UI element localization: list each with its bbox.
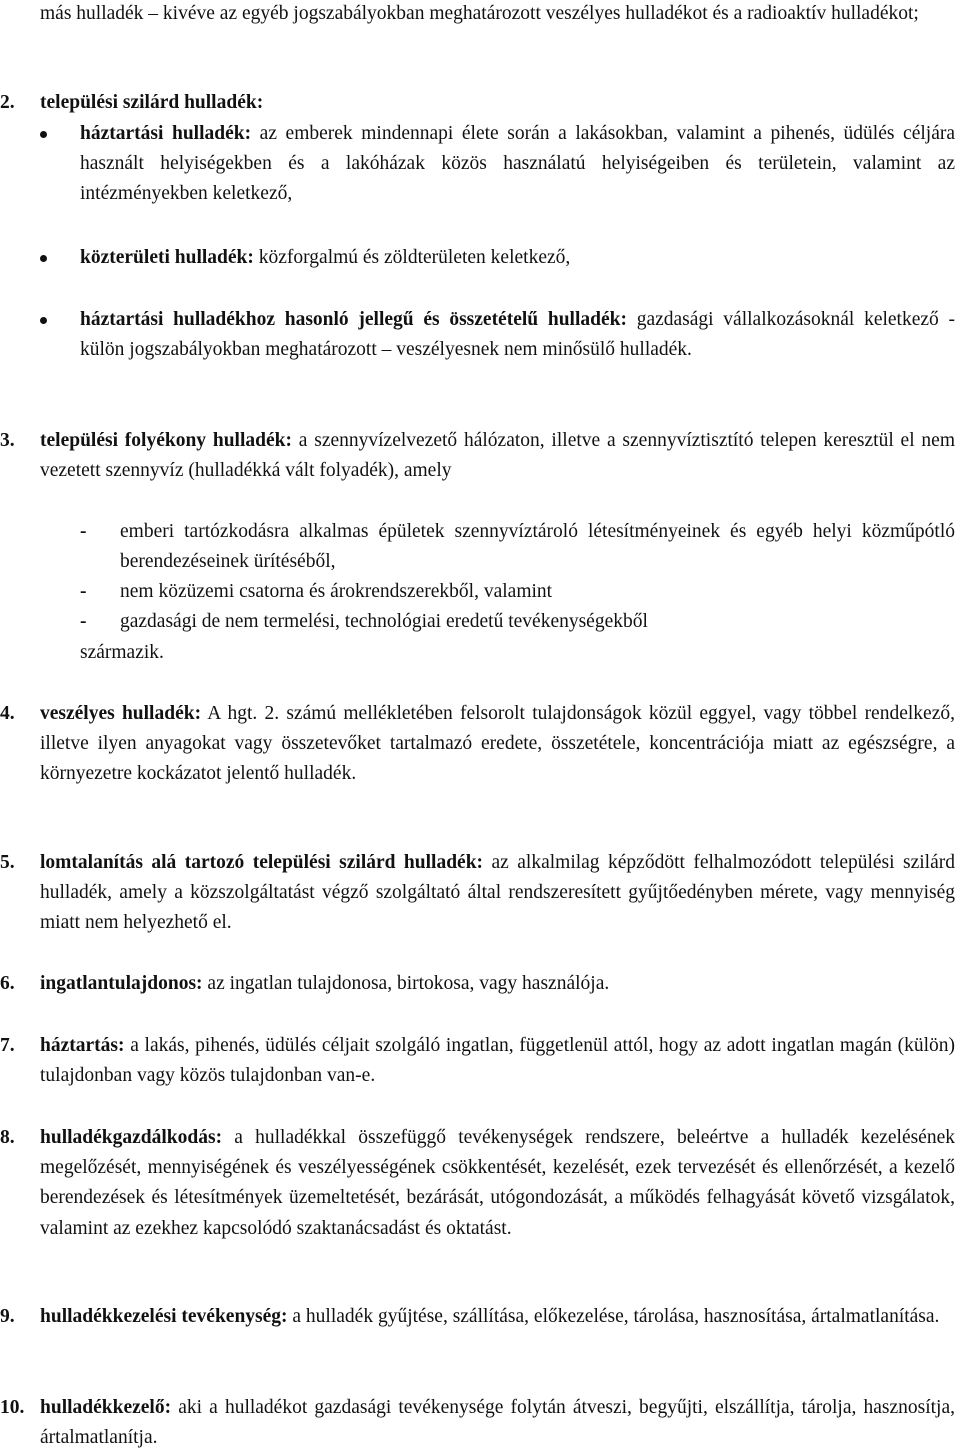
item-text: az alkalmilag képződött felhalmozódott települési szilárd hulladék, amely a közszolgáltatást végző szolgáltató által rendszeresített gyűjtőedényben mérete, vagy mennyiség miatt nem helyezhető el. <box>40 852 955 934</box>
definition-item-5 <box>0 848 955 939</box>
definition-item-10 <box>0 1393 955 1453</box>
item-text: a lakás, pihenés, üdülés céljait szolgáló ingatlan, függetlenül attól, hogy az adott ingatlan magán (külön) tulajdonban vagy közös tulajdonban van-e. <box>40 1035 955 1087</box>
item-term: lomtalanítás alá tartozó települési szilárd hulladék: <box>40 852 484 873</box>
item-tail <box>80 638 955 668</box>
item-text: az ingatlan tulajdonosa, birtokosa, vagy használója. <box>207 973 610 994</box>
definition-item-4 <box>0 699 955 790</box>
dash-mark: - <box>80 521 87 542</box>
dash-text: nem közüzemi csatorna és árokrendszerekből, valamint <box>120 581 553 602</box>
definition-item-7 <box>0 1031 955 1091</box>
item-text: a szennyvízelvezető hálózaton, illetve a szennyvíztisztító telepen keresztül el nem vezetett szennyvíz (hulladékká vált folyadék), amely <box>40 430 956 482</box>
definition-item-3 <box>0 426 955 486</box>
dash-text: gazdasági de nem termelési, technológiai eredetű tevékenységekből <box>120 611 648 632</box>
dash-item <box>0 517 955 577</box>
item-term: háztartás: <box>40 1035 125 1056</box>
dash-item <box>0 607 955 637</box>
bullet-icon <box>40 131 47 138</box>
bullet-item <box>0 243 955 273</box>
dash-item <box>0 577 955 607</box>
item-term: hulladékkezelési tevékenység: <box>40 1306 288 1327</box>
bullet-text: közforgalmú és zöldterületen keletkező, <box>258 247 571 268</box>
item-term: települési szilárd hulladék: <box>40 92 264 113</box>
item-number: 3. <box>0 430 15 451</box>
item-number: 2. <box>0 92 15 113</box>
item-text: a hulladékkal összefüggő tevékenységek rendszere, beleértve a hulladék kezelésének megelőzését, mennyiségének és veszélyességének csökkentését, kezelését, ezek tervezését és ellenőrzését, a kezelő berendezések és létesítmények üzemeltetését, bezárását, utógondozását, a működés felhagyását követő vizsgálatok, valamint az ezekhez kapcsolódó szaktanácsadást és oktatást. <box>40 1127 955 1239</box>
definition-item-8 <box>0 1123 955 1244</box>
item-term: veszélyes hulladék: <box>40 703 202 724</box>
item-term: hulladékkezelő: <box>40 1397 172 1418</box>
definition-item-6 <box>0 969 955 999</box>
item-number: 10. <box>0 1397 25 1418</box>
item-term: települési folyékony hulladék: <box>40 430 292 451</box>
bullet-text: az emberek mindennapi élete során a lakásokban, valamint a pihenés, üdülés céljára használt helyiségekben és a lakóházak közös használatú helyiségeiben és területein, valamint az intézményekben keletkező, <box>80 123 955 205</box>
definition-item-9 <box>0 1302 955 1332</box>
definition-item-2 <box>0 88 955 118</box>
item-text: A hgt. 2. számú mellékletében felsorolt tulajdonságok közül eggyel, vagy többel rendelkező, illetve ilyen anyagokat vagy összetevőket tartalmazó eredete, összetétele, koncentrációja miatt az egészségre, a környezetre kockázatot jelentő hulladék. <box>40 703 955 785</box>
intro-text: más hulladék – kivéve az egyéb jogszabályokban meghatározott veszélyes hulladékot és a radioaktív hulladékot; <box>40 3 919 24</box>
item-number: 6. <box>0 973 15 994</box>
bullet-icon <box>40 317 47 324</box>
item-text: a hulladék gyűjtése, szállítása, előkezelése, tárolása, hasznosítása, ártalmatlanítása. <box>292 1306 940 1327</box>
bullet-item <box>0 119 955 210</box>
dash-mark: - <box>80 611 87 632</box>
item-text: aki a hulladékot gazdasági tevékenysége folytán átveszi, begyűjti, elszállítja, tárolja, hasznosítja, ártalmatlanítja. <box>40 1397 955 1449</box>
intro-paragraph <box>40 0 955 29</box>
bullet-term: közterületi hulladék: <box>80 247 254 268</box>
item-term: hulladékgazdálkodás: <box>40 1127 223 1148</box>
item-term: ingatlantulajdonos: <box>40 973 203 994</box>
bullet-item <box>0 305 955 365</box>
item-number: 8. <box>0 1127 15 1148</box>
bullet-term: háztartási hulladék: <box>80 123 252 144</box>
bullet-term: háztartási hulladékhoz hasonló jellegű és összetételű hulladék: <box>80 309 627 330</box>
bullet-text: gazdasági vállalkozásoknál keletkező - külön jogszabályokban meghatározott – veszélyesnek nem minősülő hulladék. <box>80 309 955 361</box>
item-number: 9. <box>0 1306 15 1327</box>
bullet-icon <box>40 255 47 262</box>
item-number: 4. <box>0 703 15 724</box>
item-tail-text: származik. <box>80 642 164 663</box>
item-number: 5. <box>0 852 15 873</box>
item-number: 7. <box>0 1035 15 1056</box>
dash-text: emberi tartózkodásra alkalmas épületek szennyvíztároló létesítményeinek és egyéb helyi közműpótló berendezéseinek ürítéséből, <box>120 521 955 573</box>
dash-mark: - <box>80 581 87 602</box>
